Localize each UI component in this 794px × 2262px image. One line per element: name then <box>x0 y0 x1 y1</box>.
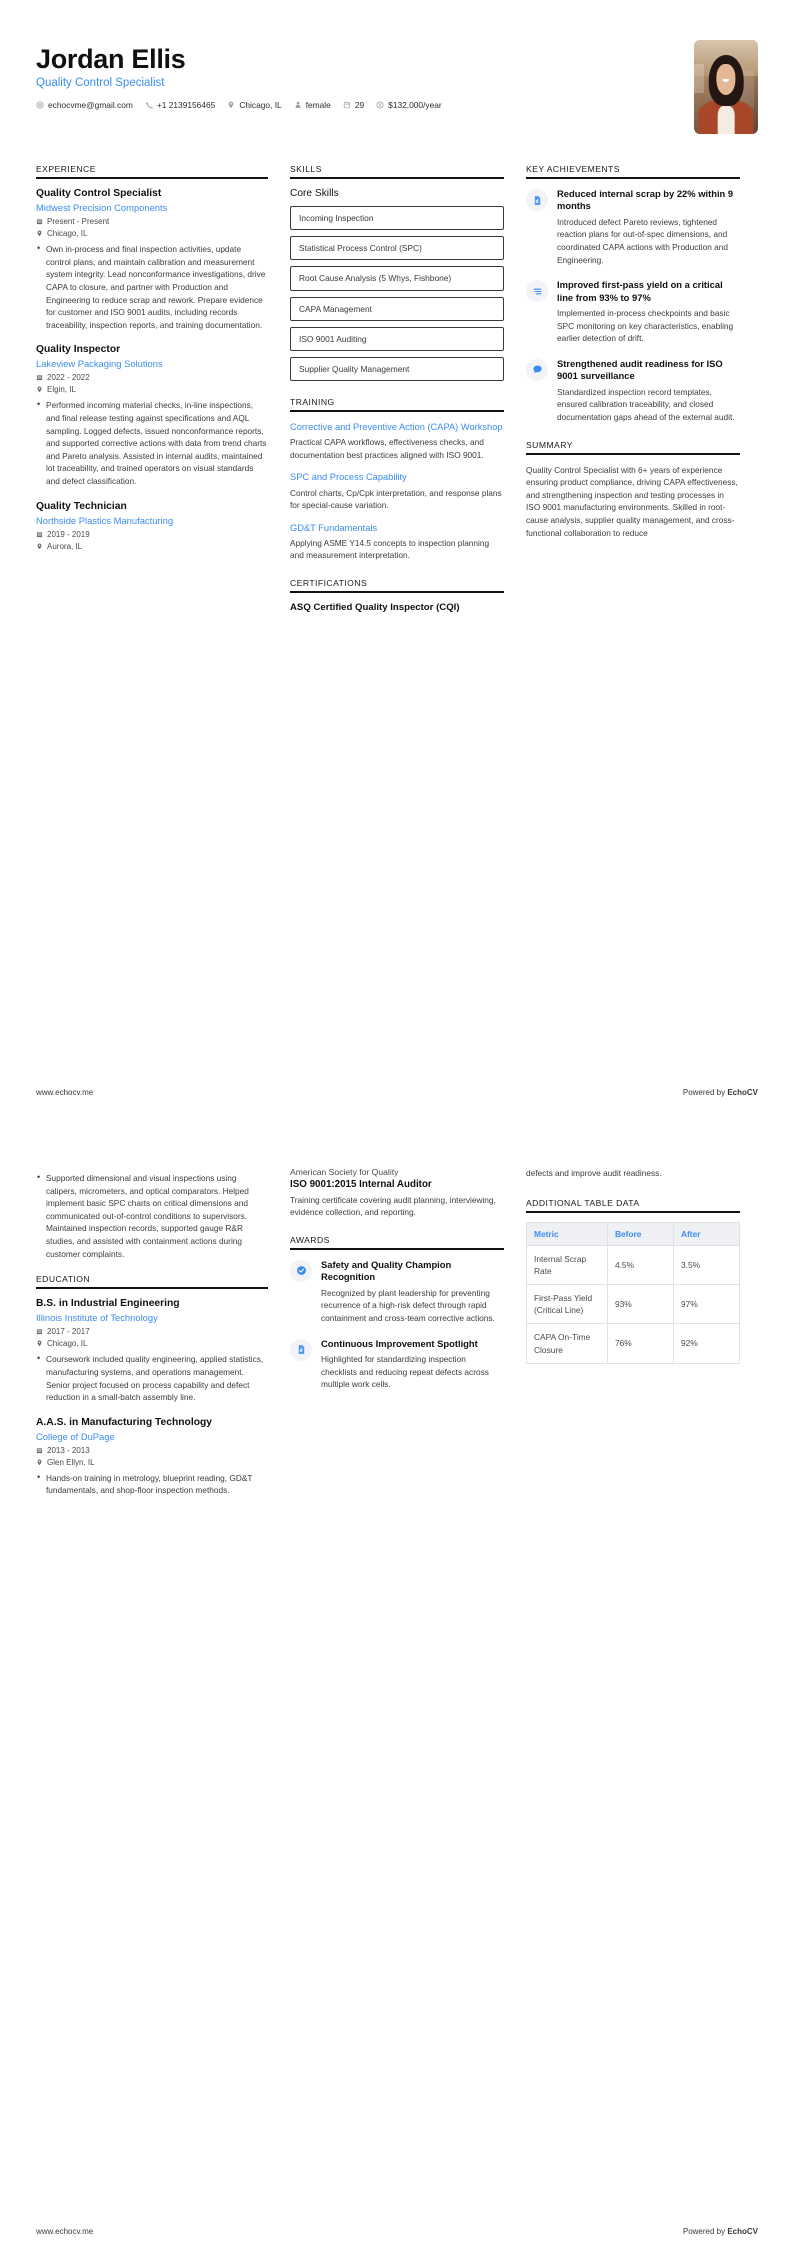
column-right <box>526 164 740 555</box>
job-location-value: Aurora, IL <box>47 542 82 551</box>
education-dates <box>36 1327 268 1336</box>
certification-name: ISO 9001:2015 Internal Auditor <box>290 1179 504 1192</box>
resume-header <box>36 28 758 134</box>
achievement-item <box>526 358 740 424</box>
section-summary <box>526 440 740 540</box>
table-cell: CAPA On-Time Closure <box>527 1324 608 1363</box>
training-item <box>290 421 504 461</box>
footer-powered-label: Powered by <box>683 2227 727 2236</box>
job-company[interactable]: Lakeview Packaging Solutions <box>36 358 268 370</box>
table-header-cell: Metric <box>527 1222 608 1245</box>
list-item: • Supported dimensional and visual inspections using calipers, micrometers, and optical comparators. Helped implement basic SPC charts on critical dimensions and communicated out-of-control conditions to supervisors. Maintained inspection records, supported gauge R&R studies, and assisted with containment actions during customer complaints. <box>36 1172 268 1260</box>
calendar-icon <box>36 1328 43 1335</box>
award-title: Continuous Improvement Spotlight <box>321 1338 504 1350</box>
education-dates-value: 2013 - 2013 <box>47 1446 90 1455</box>
certification-detail <box>290 1167 504 1219</box>
training-desc: Applying ASME Y14.5 concepts to inspection planning and measurement interpretation. <box>290 537 504 562</box>
section-title-education: EDUCATION <box>36 1274 268 1289</box>
achievement-desc: Introduced defect Pareto reviews, tightened reaction plans for out-of-spec dimensions, and coordinated CAPA actions with Production and Engineering. <box>557 216 740 266</box>
section-awards <box>290 1235 504 1391</box>
avatar <box>694 40 758 134</box>
page-footer <box>0 1088 794 1123</box>
contact-list <box>36 100 678 110</box>
training-title[interactable]: GD&T Fundamentals <box>290 522 504 534</box>
job-dates-value: 2022 - 2022 <box>47 373 90 382</box>
column-right-page2 <box>526 1167 740 1380</box>
job-company[interactable]: Northside Plastics Manufacturing <box>36 515 268 527</box>
achievement-item <box>526 188 740 266</box>
job-location <box>36 385 268 394</box>
candidate-name: Jordan Ellis <box>36 44 678 74</box>
location-pin-icon <box>36 1340 43 1347</box>
award-desc: Highlighted for standardizing inspection checklists and reducing repeat defects across multiple work cells. <box>321 1353 504 1391</box>
resume-page-1 <box>0 0 794 1123</box>
section-title-summary: SUMMARY <box>526 440 740 455</box>
calendar-icon <box>343 101 351 109</box>
contact-phone-value: +1 2139156465 <box>157 100 215 110</box>
list-item: • Own in-process and final inspection activities, update control plans, and maintain calibration and measurement system integrity. Lead nonconformance investigations, drive CAPA to closure, and partner with Production and Engineering to reduce scrap and rework. Prepare evidence for customer and ISO 9001 audits, including records traceability, inspection reports, and training documentation. <box>36 243 268 331</box>
section-key-achievements <box>526 164 740 424</box>
skill-chip[interactable]: Supplier Quality Management <box>290 357 504 381</box>
resume-page-2 <box>0 1139 794 2262</box>
section-certifications <box>290 578 504 614</box>
table-row <box>527 1324 740 1363</box>
column-middle <box>290 164 504 630</box>
section-title-training: TRAINING <box>290 397 504 412</box>
summary-text: Quality Control Specialist with 6+ years of experience ensuring product compliance, driving CAPA effectiveness, and strengthening inspection and testing processes in ISO 9001 manufacturing environments. Skilled in root-cause analysis, supplier quality management, and cross-functional collaboration to reduce <box>526 464 740 540</box>
table-row <box>527 1284 740 1323</box>
email-icon <box>36 101 44 109</box>
calendar-icon <box>36 218 43 225</box>
section-title-skills: SKILLS <box>290 164 504 179</box>
certification-desc: Training certificate covering audit planning, interviewing, evidence collection, and reporting. <box>290 1194 504 1219</box>
column-left-page2 <box>36 1167 268 1513</box>
education-item <box>36 1298 268 1404</box>
certification-title: ASQ Certified Quality Inspector (CQI) <box>290 602 504 614</box>
section-title-certifications: CERTIFICATIONS <box>290 578 504 593</box>
money-icon <box>376 101 384 109</box>
table-cell: First-Pass Yield (Critical Line) <box>527 1284 608 1323</box>
achievement-title: Reduced internal scrap by 22% within 9 months <box>557 188 740 213</box>
skills-group-label: Core Skills <box>290 188 504 199</box>
contact-email[interactable] <box>36 100 133 110</box>
contact-salary-value: $132,000/year <box>388 100 442 110</box>
section-training <box>290 397 504 562</box>
education-location <box>36 1339 268 1348</box>
job-location <box>36 542 268 551</box>
contact-email-value: echocvme@gmail.com <box>48 100 133 110</box>
table-cell: Internal Scrap Rate <box>527 1245 608 1284</box>
achievement-title: Improved first-pass yield on a critical line from 93% to 97% <box>557 279 740 304</box>
contact-gender <box>294 100 331 110</box>
location-pin-icon <box>227 101 235 109</box>
education-location <box>36 1458 268 1467</box>
section-title-awards: AWARDS <box>290 1235 504 1250</box>
job-bullets <box>36 399 268 487</box>
contact-gender-value: female <box>306 100 331 110</box>
section-title-additional-table-data: ADDITIONAL TABLE DATA <box>526 1198 740 1213</box>
skill-chip[interactable]: Root Cause Analysis (5 Whys, Fishbone) <box>290 266 504 290</box>
section-title-key-achievements: KEY ACHIEVEMENTS <box>526 164 740 179</box>
location-pin-icon <box>36 543 43 550</box>
table-cell: 4.5% <box>607 1245 673 1284</box>
resume-columns-page2 <box>36 1167 758 1513</box>
job-title: Quality Control Specialist <box>36 188 268 201</box>
training-title[interactable]: Corrective and Preventive Action (CAPA) Workshop <box>290 421 504 433</box>
table-cell: 93% <box>607 1284 673 1323</box>
experience-item <box>36 501 268 551</box>
education-item <box>36 1417 268 1497</box>
list-item: • Coursework included quality engineering, applied statistics, manufacturing systems, and operations management. Senior project focused on process capability and defect reduction in a small-batch assembly line. <box>36 1353 268 1403</box>
footer-brand-name: EchoCV <box>727 1088 758 1097</box>
achievement-desc: Standardized inspection record templates, ensured calibration traceability, and closed documentation gaps ahead of the external audit. <box>557 386 740 424</box>
resume-columns <box>36 164 758 630</box>
training-item <box>290 522 504 562</box>
location-pin-icon <box>36 230 43 237</box>
section-experience <box>36 164 268 551</box>
job-dates-value: Present - Present <box>47 217 109 226</box>
experience-item <box>36 188 268 331</box>
footer-brand-name: EchoCV <box>727 2227 758 2236</box>
training-title[interactable]: SPC and Process Capability <box>290 471 504 483</box>
section-title-experience: EXPERIENCE <box>36 164 268 179</box>
footer-site[interactable]: www.echocv.me <box>36 2227 93 2236</box>
skill-chip[interactable]: Incoming Inspection <box>290 206 504 230</box>
education-school[interactable]: Illinois Institute of Technology <box>36 1312 268 1324</box>
education-bullets <box>36 1353 268 1403</box>
column-middle-page2 <box>290 1167 504 1407</box>
skill-chip[interactable]: CAPA Management <box>290 297 504 321</box>
table-cell: 92% <box>673 1324 739 1363</box>
job-location-value: Elgin, IL <box>47 385 76 394</box>
candidate-role: Quality Control Specialist <box>36 77 678 89</box>
footer-brand <box>683 1088 758 1097</box>
summary-text-continued: defects and improve audit readiness. <box>526 1167 740 1180</box>
award-item <box>290 1259 504 1325</box>
skill-chip[interactable]: ISO 9001 Auditing <box>290 327 504 351</box>
table-header-row <box>527 1222 740 1245</box>
job-dates-value: 2019 - 2019 <box>47 530 90 539</box>
footer-site[interactable]: www.echocv.me <box>36 1088 93 1097</box>
job-location <box>36 229 268 238</box>
location-pin-icon <box>36 1459 43 1466</box>
calendar-icon <box>36 1447 43 1454</box>
footer-powered-label: Powered by <box>683 1088 727 1097</box>
education-location-value: Glen Ellyn, IL <box>47 1458 95 1467</box>
job-bullets <box>36 243 268 331</box>
section-skills <box>290 164 504 381</box>
contact-age-value: 29 <box>355 100 364 110</box>
education-bullets <box>36 1472 268 1497</box>
skill-chip[interactable]: Statistical Process Control (SPC) <box>290 236 504 260</box>
section-education <box>36 1274 268 1497</box>
additional-data-table <box>526 1222 740 1364</box>
education-dates-value: 2017 - 2017 <box>47 1327 90 1336</box>
job-company[interactable]: Midwest Precision Components <box>36 202 268 214</box>
bar-lines-icon <box>526 280 548 302</box>
achievement-desc: Implemented in-process checkpoints and basic SPC monitoring on key characteristics, enabling earlier detection of drift. <box>557 307 740 345</box>
training-desc: Practical CAPA workflows, effectiveness checks, and documentation best practices aligned with ISO 9001. <box>290 436 504 461</box>
page-footer <box>0 2227 794 2262</box>
experience-item <box>36 344 268 487</box>
education-degree: B.S. in Industrial Engineering <box>36 1298 268 1311</box>
table-header-cell: After <box>673 1222 739 1245</box>
job-dates <box>36 217 268 226</box>
header-left <box>36 40 678 110</box>
table-cell: 3.5% <box>673 1245 739 1284</box>
achievement-title: Strengthened audit readiness for ISO 9001 surveillance <box>557 358 740 383</box>
award-desc: Recognized by plant leadership for preventing recurrence of a high-risk defect through rapid containment and cross-team corrective actions. <box>321 1287 504 1325</box>
phone-icon <box>145 101 153 109</box>
check-circle-icon <box>290 1260 312 1282</box>
job-title: Quality Inspector <box>36 344 268 357</box>
certification-org: American Society for Quality <box>290 1167 504 1177</box>
job-title: Quality Technician <box>36 501 268 514</box>
contact-phone[interactable] <box>145 100 215 110</box>
chat-bubble-icon <box>526 359 548 381</box>
contact-location-value: Chicago, IL <box>239 100 281 110</box>
education-degree: A.A.S. in Manufacturing Technology <box>36 1417 268 1430</box>
document-icon <box>290 1339 312 1361</box>
footer-brand <box>683 2227 758 2236</box>
table-row <box>527 1245 740 1284</box>
contact-age <box>343 100 364 110</box>
job-dates <box>36 530 268 539</box>
training-item <box>290 471 504 511</box>
award-title: Safety and Quality Champion Recognition <box>321 1259 504 1284</box>
table-cell: 76% <box>607 1324 673 1363</box>
person-icon <box>294 101 302 109</box>
education-school[interactable]: College of DuPage <box>36 1431 268 1443</box>
list-item: • Performed incoming material checks, in-line inspections, and final release testing against specifications and AQL sampling. Logged defects, issued nonconformance reports, and supported corrective actions with data from trend charts and Pareto analysis. Assisted in internal audits, maintained lot traceability, and trained operators on visual standards and defect classification. <box>36 399 268 487</box>
job-location-value: Chicago, IL <box>47 229 87 238</box>
job-bullets-continued <box>36 1172 268 1260</box>
achievement-item <box>526 279 740 345</box>
job-dates <box>36 373 268 382</box>
calendar-icon <box>36 531 43 538</box>
location-pin-icon <box>36 386 43 393</box>
section-additional-table-data <box>526 1198 740 1364</box>
education-location-value: Chicago, IL <box>47 1339 87 1348</box>
calendar-icon <box>36 374 43 381</box>
table-header-cell: Before <box>607 1222 673 1245</box>
education-dates <box>36 1446 268 1455</box>
document-chart-icon <box>526 189 548 211</box>
training-desc: Control charts, Cp/Cpk interpretation, and response plans for special-cause variation. <box>290 487 504 512</box>
list-item: • Hands-on training in metrology, blueprint reading, GD&T fundamentals, and shop-floor inspection methods. <box>36 1472 268 1497</box>
contact-salary <box>376 100 442 110</box>
contact-location[interactable] <box>227 100 281 110</box>
award-item <box>290 1338 504 1391</box>
table-cell: 97% <box>673 1284 739 1323</box>
column-left <box>36 164 268 567</box>
